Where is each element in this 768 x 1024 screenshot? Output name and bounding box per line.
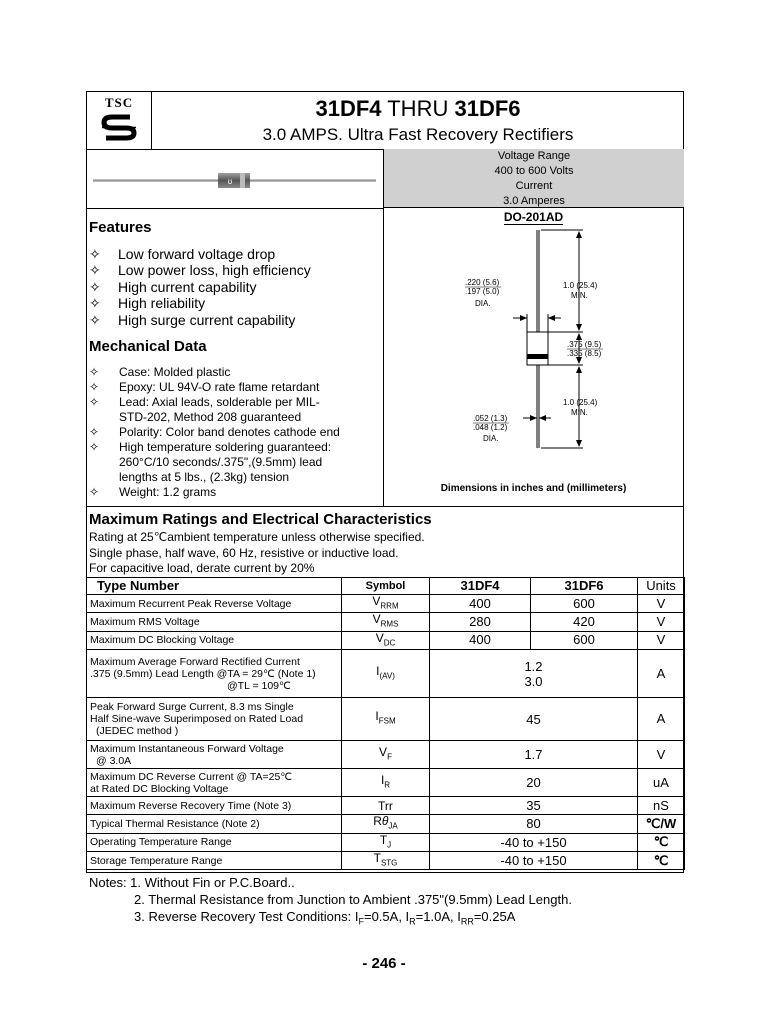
dim-wire-dia-3: DIA. <box>483 434 499 443</box>
feature-item <box>89 312 295 329</box>
feature-text: High surge current capability <box>118 312 296 328</box>
mechanical-item <box>89 440 340 455</box>
page-subtitle: 3.0 AMPS. Ultra Fast Recovery Rectifiers <box>262 125 574 144</box>
value-shared-cell <box>430 741 638 769</box>
unit-cell: V <box>638 613 685 631</box>
value-text: 3.0 <box>524 673 543 689</box>
parameter-text: Typical Thermal Resistance (Note 2) <box>90 817 260 830</box>
current-label: Current <box>515 180 553 192</box>
unit-cell: A <box>638 650 685 698</box>
mechanical-item-continued <box>89 455 340 470</box>
parameter-text: @ 3.0A <box>96 754 132 767</box>
table-row <box>87 631 685 649</box>
parameter-text: @TL = 109℃ <box>227 679 291 692</box>
parameter-text: Maximum DC Blocking Voltage <box>90 634 235 647</box>
table-row <box>87 797 685 815</box>
value-shared-cell <box>430 797 638 815</box>
unit-cell: V <box>638 595 685 613</box>
header-symbol: Symbol <box>342 578 430 595</box>
value-31df6-cell: 600 <box>531 595 638 613</box>
dim-lead-dia-top-2: .197 (5.0) <box>465 287 500 296</box>
value-shared-cell <box>430 833 638 851</box>
parameter-text: at Rated DC Blocking Voltage <box>90 782 229 795</box>
dim-body-len-1: .375 (9.5) <box>567 340 602 349</box>
header-31df4: 31DF4 <box>430 578 531 595</box>
value-shared-cell <box>430 698 638 741</box>
symbol-cell: $T_{STG}$ <box>342 851 430 869</box>
package-name: DO-201AD <box>503 210 564 224</box>
dim-lead-dia-top-1: .220 (5.6) <box>465 278 500 287</box>
dim-lead-len-bottom-1: 1.0 (25.4) <box>563 398 598 407</box>
bullet-icon: ✧ <box>89 246 101 262</box>
table-row <box>87 595 685 613</box>
mechanical-text: Epoxy: UL 94V-O rate flame retardant <box>119 380 320 394</box>
feature-text: High current capability <box>118 279 257 295</box>
table-header-row <box>87 578 685 595</box>
feature-text: Low forward voltage drop <box>118 246 276 262</box>
mechanical-text: 260°C/10 seconds/.375",(9.5mm) lead <box>119 455 323 469</box>
ratings-heading: Maximum Ratings and Electrical Characteristics <box>89 511 432 528</box>
voltage-range-value: 400 to 600 Volts <box>494 165 574 177</box>
table-row <box>87 613 685 631</box>
parameter-text: Storage Temperature Range <box>90 854 223 867</box>
value-31df4-cell: 400 <box>430 595 531 613</box>
symbol-cell: $V_{RMS}$ <box>342 613 430 631</box>
parameter-text: .375 (9.5mm) Lead Length @TA = 29℃ (Note 1) <box>90 667 316 680</box>
value-31df4-cell: 280 <box>430 613 531 631</box>
mechanical-item <box>89 485 340 500</box>
parameter-text: Operating Temperature Range <box>90 836 232 849</box>
parameter-text: Peak Forward Surge Current, 8.3 ms Single <box>90 701 294 714</box>
value-text: 20 <box>526 775 541 791</box>
dim-lead-len-top-1: 1.0 (25.4) <box>563 281 598 290</box>
symbol-cell: $I_R$ <box>342 769 430 797</box>
footnote-3: 3. Reverse Recovery Test Conditions: $I_F=0.5A$, $I_R=1.0A$, $I_{RR}=0.25A$ <box>134 909 516 927</box>
footnote-1: Notes: 1. Without Fin or P.C.Board.. <box>89 875 295 890</box>
header-31df6: 31DF6 <box>531 578 638 595</box>
unit-cell: nS <box>638 797 685 815</box>
table-row <box>87 815 685 833</box>
symbol-cell: $V_{RRM}$ <box>342 595 430 613</box>
header-type-number: Type Number <box>87 578 342 595</box>
mechanical-text: Case: Molded plastic <box>119 365 231 379</box>
ratings-note: For capacitive load, derate current by 20% <box>89 561 315 575</box>
dim-wire-dia-1: .052 (1.3) <box>473 414 508 423</box>
bullet-icon: ✧ <box>89 262 101 278</box>
parameter-cell <box>87 741 342 769</box>
feature-text: Low power loss, high efficiency <box>118 262 311 278</box>
dim-wire-dia-2: .048 (1.2) <box>473 423 508 432</box>
mechanical-item-continued <box>89 470 340 485</box>
parameter-cell <box>87 797 342 815</box>
parameter-cell <box>87 851 342 869</box>
value-shared-cell <box>430 851 638 869</box>
parameter-text: Maximum Recurrent Peak Reverse Voltage <box>90 597 292 610</box>
unit-cell: V <box>638 631 685 649</box>
parameter-text: (JEDEC method ) <box>96 725 179 738</box>
current-value: 3.0 Amperes <box>503 195 565 207</box>
feature-item <box>89 246 275 263</box>
value-text: 45 <box>526 711 541 727</box>
dim-body-len-2: .335 (8.5) <box>567 349 602 358</box>
parameter-text: Half Sine-wave Superimposed on Rated Load <box>90 713 304 726</box>
mechanical-item <box>89 395 340 410</box>
bullet-icon: ✧ <box>89 485 100 499</box>
dimension-caption: Dimensions in inches and (millimeters) <box>440 483 627 494</box>
mechanical-item <box>89 425 340 440</box>
bullet-icon: ✧ <box>89 440 100 454</box>
symbol-cell: $T_J$ <box>342 833 430 851</box>
svg-text:ʊ: ʊ <box>227 177 233 186</box>
logo-box <box>86 91 152 149</box>
value-shared-cell <box>430 769 638 797</box>
feature-item <box>89 279 257 296</box>
dim-lead-len-top-2: MIN. <box>571 291 588 300</box>
electrical-characteristics-table <box>86 577 685 870</box>
mechanical-text: Weight: 1.2 grams <box>119 485 217 499</box>
divider <box>86 208 383 209</box>
feature-item <box>89 295 205 312</box>
value-text: 1.2 <box>524 658 543 674</box>
value-31df4-cell: 400 <box>430 631 531 649</box>
symbol-cell: $V_F$ <box>342 741 430 769</box>
bullet-icon: ✧ <box>89 365 100 379</box>
value-text: -40 to +150 <box>500 853 567 869</box>
bullet-icon: ✧ <box>89 425 100 439</box>
mechanical-text: STD-202, Method 208 guaranteed <box>119 410 302 424</box>
parameter-cell <box>87 595 342 613</box>
parameter-cell <box>87 631 342 649</box>
table-row <box>87 833 685 851</box>
table-row <box>87 741 685 769</box>
parameter-cell <box>87 769 342 797</box>
feature-text: High reliability <box>118 295 206 311</box>
symbol-cell: $V_{DC}$ <box>342 631 430 649</box>
diode-product-image <box>90 168 380 194</box>
mechanical-heading: Mechanical Data <box>89 338 207 355</box>
bullet-icon: ✧ <box>89 395 100 409</box>
ratings-note: Rating at 25℃ambient temperature unless otherwise specified. <box>89 530 425 544</box>
parameter-text: Maximum Reverse Recovery Time (Note 3) <box>90 799 292 812</box>
page-title: 31DF4 THRU 31DF6 <box>315 96 521 121</box>
mechanical-text: lengths at 5 lbs., (2.3kg) tension <box>119 470 290 484</box>
mechanical-item-continued <box>89 410 340 425</box>
value-shared-cell <box>430 815 638 833</box>
package-dimension-drawing <box>383 228 684 478</box>
feature-item <box>89 262 311 279</box>
parameter-cell <box>87 613 342 631</box>
ratings-summary-box <box>383 149 684 208</box>
value-text: 80 <box>526 816 541 832</box>
unit-cell: V <box>638 741 685 769</box>
parameter-text: Maximum DC Reverse Current @ TA=25℃ <box>90 770 293 783</box>
value-shared-cell <box>430 650 638 698</box>
unit-cell: ℃ <box>638 851 685 869</box>
bullet-icon: ✧ <box>89 380 100 394</box>
footnote-2: 2. Thermal Resistance from Junction to Ambient .375"(9.5mm) Lead Length. <box>134 892 572 907</box>
table-row <box>87 851 685 869</box>
unit-cell: uA <box>638 769 685 797</box>
dim-lead-dia-top-3: DIA. <box>475 299 491 308</box>
mechanical-text: Lead: Axial leads, solderable per MIL- <box>119 395 320 409</box>
symbol-cell: $I_{(AV)}$ <box>342 650 430 698</box>
logo-text: TSC <box>104 95 134 110</box>
tsc-logo-icon <box>98 111 140 144</box>
symbol-cell: Trr <box>342 797 430 815</box>
table-row <box>87 650 685 698</box>
divider <box>86 506 684 507</box>
parameter-text: Maximum Average Forward Rectified Current <box>90 655 300 668</box>
bullet-icon: ✧ <box>89 279 101 295</box>
table-row <box>87 769 685 797</box>
parameter-cell <box>87 815 342 833</box>
mechanical-text: Polarity: Color band denotes cathode end <box>119 425 340 439</box>
bullet-icon: ✧ <box>89 312 101 328</box>
page-number: - 246 - <box>362 955 406 972</box>
dim-lead-len-bottom-2: MIN. <box>571 408 588 417</box>
value-text: 35 <box>526 798 541 814</box>
parameter-cell <box>87 698 342 741</box>
value-31df6-cell: 600 <box>531 631 638 649</box>
value-text: 1.7 <box>524 747 543 763</box>
features-heading: Features <box>89 219 152 236</box>
mechanical-item <box>89 380 340 395</box>
header-units: Units <box>638 578 685 595</box>
mechanical-list <box>89 365 340 500</box>
voltage-range-label: Voltage Range <box>497 150 571 162</box>
table-row <box>87 698 685 741</box>
parameter-text: Maximum Instantaneous Forward Voltage <box>90 742 284 755</box>
value-text: -40 to +150 <box>500 834 567 850</box>
mechanical-text: High temperature soldering guaranteed: <box>119 440 332 454</box>
footnotes <box>89 874 572 931</box>
parameter-text: Maximum RMS Voltage <box>90 616 200 629</box>
parameter-cell <box>87 650 342 698</box>
value-31df6-cell: 420 <box>531 613 638 631</box>
symbol-cell: $R\theta_{JA}$ <box>342 815 430 833</box>
mechanical-item <box>89 365 340 380</box>
unit-cell: A <box>638 698 685 741</box>
parameter-cell <box>87 833 342 851</box>
symbol-cell: $I_{FSM}$ <box>342 698 430 741</box>
unit-cell: ℃/W <box>638 815 685 833</box>
ratings-note: Single phase, half wave, 60 Hz, resistive or inductive load. <box>89 546 399 560</box>
unit-cell: ℃ <box>638 833 685 851</box>
bullet-icon: ✧ <box>89 295 101 311</box>
